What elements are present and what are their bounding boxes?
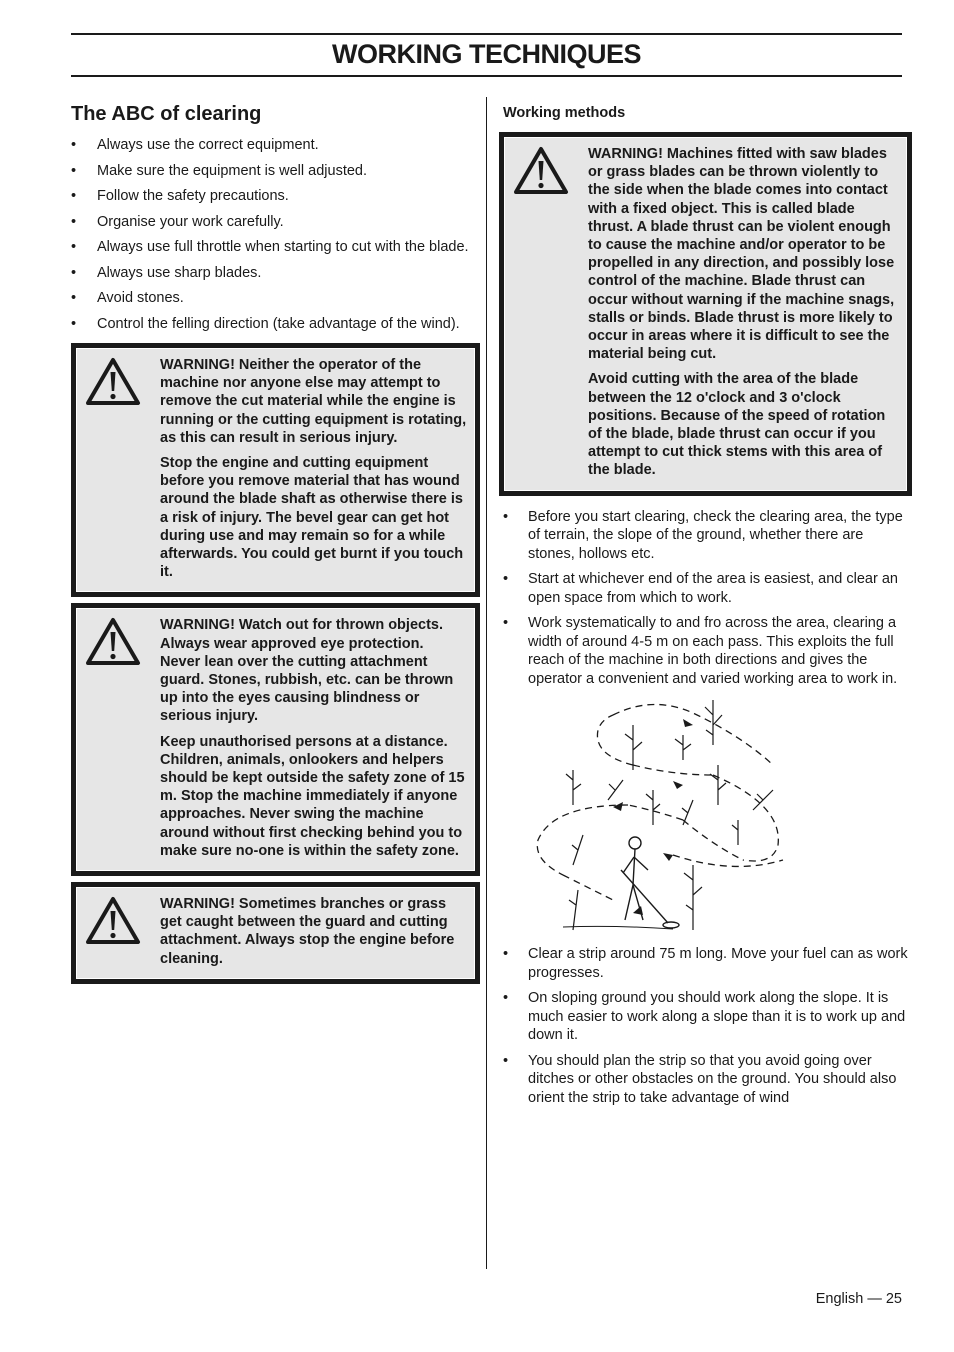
- warning-text: WARNING! Sometimes branches or grass get caught between the guard and cutting attachment. Always stop the engine before cleaning.: [160, 896, 455, 967]
- warning-box-blade-thrust: [499, 132, 912, 496]
- list-item: • Work systematically to and fro across the area, clearing a width of around 4-5 m on each pass. This exploits the full reach of the machine in both directions and gives the operator a convenient and varied working area to work in.: [499, 614, 912, 688]
- page-footer: English — 25: [815, 1291, 902, 1307]
- list-item: • Avoid stones.: [71, 289, 480, 308]
- warning-triangle-icon: [84, 616, 142, 668]
- left-column: [71, 102, 480, 990]
- list-item: • Always use full throttle when starting to cut with the blade.: [71, 238, 480, 257]
- warning-text: WARNING! Machines fitted with saw blades or grass blades can be thrown violently to the side when the blade comes into contact with a fixed object. This is called blade thrust. A blade thrust can be violent enough to cause the machine and/or operator to be propelled in any direction, and possibly lose control of the machine. Blade thrust can occur without warning if the machine snags, stalls or binds. Blade thrust is more likely to occur in areas where it is difficult to see the material being cut.: [588, 146, 895, 363]
- list-item: • Always use the correct equipment.: [71, 136, 480, 155]
- warning-box-thrown-objects: [71, 603, 480, 876]
- header-rule-top: [71, 33, 902, 35]
- column-divider: [486, 97, 487, 1269]
- right-column: [499, 104, 912, 1114]
- list-item: • Clear a strip around 75 m long. Move your fuel can as work progresses.: [499, 945, 912, 982]
- list-item: • You should plan the strip so that you avoid going over ditches or other obstacles on the ground. You should also orient the strip to take advantage of wind: [499, 1052, 912, 1108]
- abc-bullet-list: [71, 136, 480, 333]
- list-item: • Control the felling direction (take advantage of the wind).: [71, 315, 480, 334]
- warning-text: WARNING! Neither the operator of the machine nor anyone else may attempt to remove the cut material while the engine is running or the cutting equipment is rotating, as this can result in serious injury.: [160, 357, 467, 446]
- working-methods-list-bottom: [499, 945, 912, 1107]
- list-item: • Follow the safety precautions.: [71, 187, 480, 206]
- warning-triangle-icon: [84, 356, 142, 408]
- section-heading-working-methods: Working methods: [503, 105, 626, 121]
- list-item: • On sloping ground you should work along the slope. It is much easier to work along a slope than it is to work up and down it.: [499, 989, 912, 1045]
- list-item: • Before you start clearing, check the clearing area, the type of terrain, the slope of the ground, whether there are stones, hollows etc.: [499, 508, 912, 564]
- warning-box-cut-material: [71, 343, 480, 597]
- list-item: • Start at whichever end of the area is easiest, and clear an open space from which to work.: [499, 570, 912, 607]
- warning-text: Avoid cutting with the area of the blade between the 12 o'clock and 3 o'clock positions. Because of the speed of rotation of the blade, blade thrust can occur if you attempt to cut thick stems with this area of the blade.: [588, 371, 886, 479]
- working-methods-list-top: [499, 508, 912, 689]
- warning-text: WARNING! Watch out for thrown objects. Always wear approved eye protection. Never lean over the cutting attachment guard. Stones, rubbish, etc. can be thrown up into the eyes causing blindness or serious injury.: [160, 617, 454, 725]
- page-title: WORKING TECHNIQUES: [331, 39, 641, 69]
- warning-text: Stop the engine and cutting equipment before you remove material that has wound around the blade shaft as otherwise there is a risk of injury. The bevel gear can get hot during use and may remain so for a while afterwards. You could get burnt if you touch it.: [160, 455, 464, 581]
- list-item: • Organise your work carefully.: [71, 213, 480, 232]
- warning-box-caught-branches: [71, 882, 480, 984]
- section-heading-abc: The ABC of clearing: [71, 103, 262, 125]
- warning-triangle-icon: [512, 145, 570, 197]
- warning-text: Keep unauthorised persons at a distance. Children, animals, onlookers and helpers should be kept outside the safety zone of 15 m. Stop the machine immediately if anyone approaches. Never swing the machine around without first checking behind you to make sure no-one is within the safety zone.: [160, 733, 465, 859]
- list-item: • Make sure the equipment is well adjusted.: [71, 162, 480, 181]
- warning-triangle-icon: [84, 895, 142, 947]
- list-item: • Always use sharp blades.: [71, 264, 480, 283]
- header-rule-bottom: [71, 75, 902, 77]
- clearing-pattern-illustration: [533, 695, 793, 935]
